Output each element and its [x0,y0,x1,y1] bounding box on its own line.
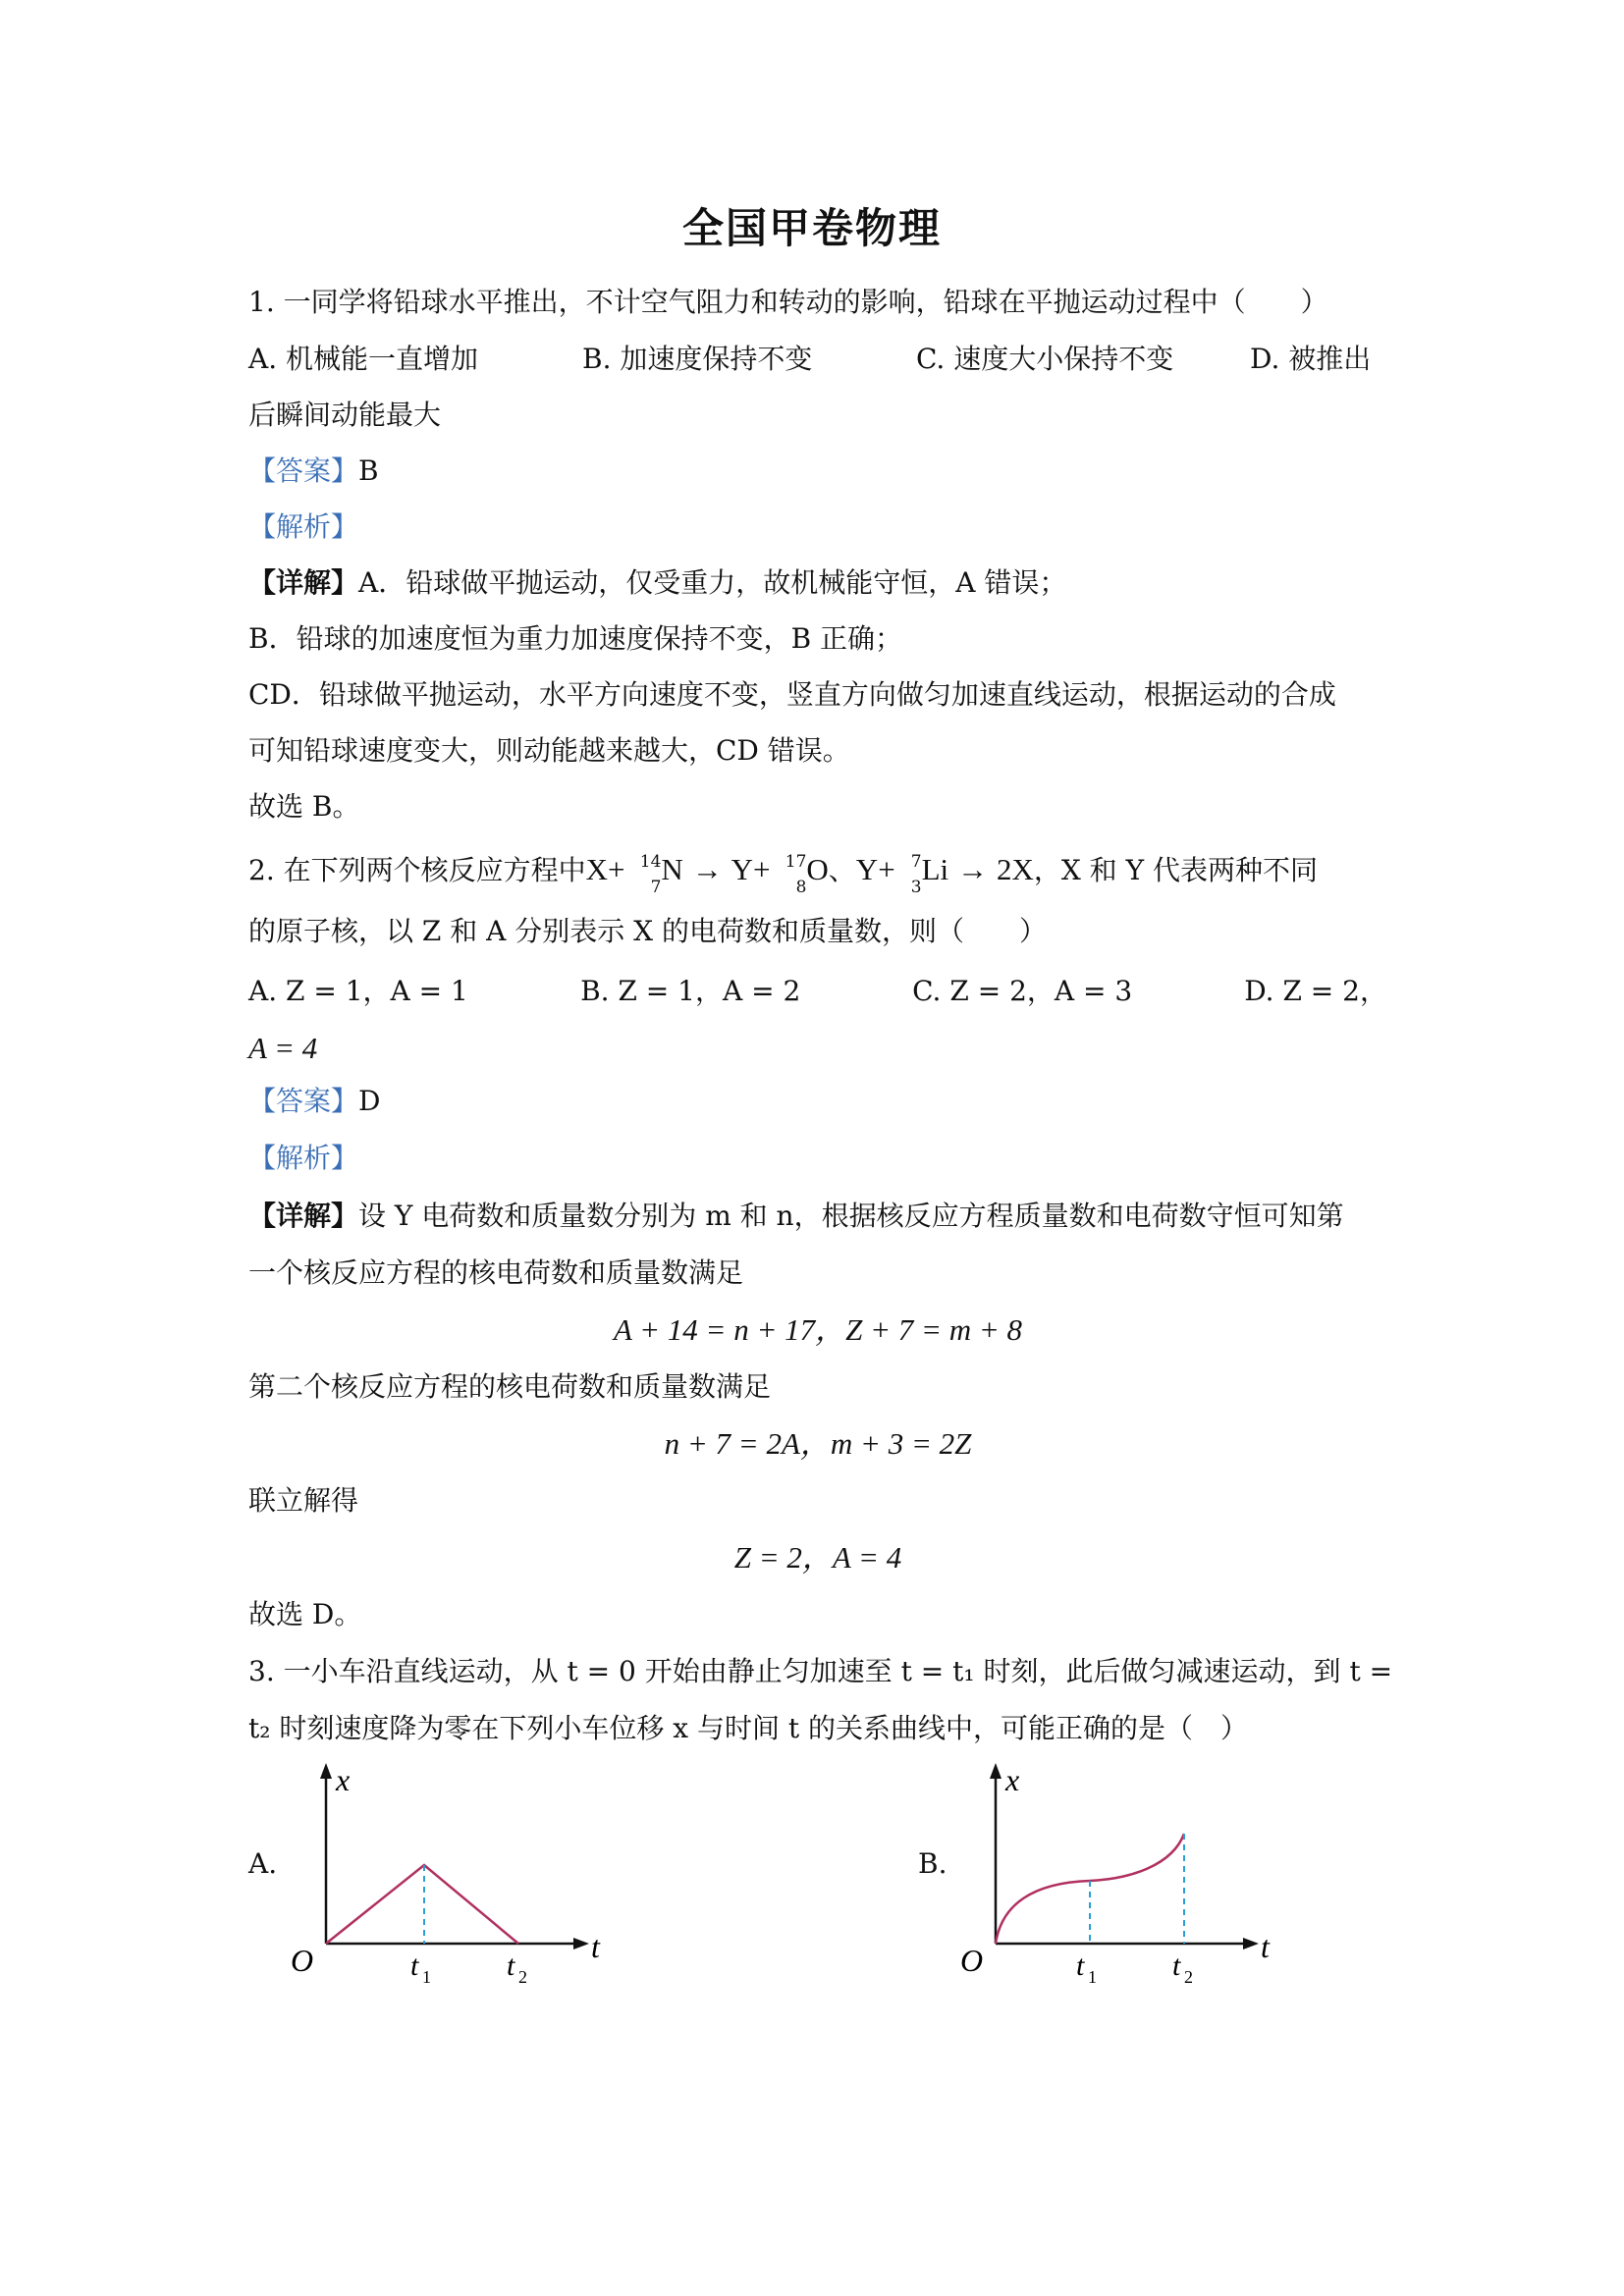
q1-detail-1 [248,563,1387,603]
q2-option-a: A. Z = 1，A = 1 [248,975,468,1007]
q2-analysis [248,1139,1387,1178]
answer-value: B [358,454,379,487]
arrow-2: → [957,852,989,886]
t1-subscript: 1 [422,1967,431,1987]
q1-detail-4: 可知铅球速度变大，则动能越来越大，CD 错误。 [248,734,850,767]
detail-tag: 【详解】 [248,1200,359,1232]
q2-stem-post: ，X 和 Y 代表两种不同 [1033,854,1318,886]
q2-option-d: D. Z = 2， [1244,975,1387,1007]
eq-2x: 2X [996,852,1034,886]
q1-option-c: C. 速度大小保持不变 [916,343,1174,375]
page-title: 全国甲卷物理 [681,204,942,252]
q2-stem-line2: 的原子核，以 Z 和 A 分别表示 X 的电荷数和质量数，则（ ） [248,915,1048,947]
q2-detail-2: 一个核反应方程的核电荷数和质量数满足 [248,1256,744,1289]
graph-a-label: A. [248,1847,278,1880]
n-isotope-index [633,851,662,897]
analysis-tag: 【解析】 [248,1142,359,1174]
li-mass: 7 [910,851,922,872]
equation-text: A + 14 = n + 17，Z + 7 = m + 8 [613,1312,1023,1347]
n-symbol: N [661,852,683,886]
y-axis-label: x [1005,1762,1020,1797]
q1-option-d-cont: 后瞬间动能最大 [248,399,442,431]
origin-label: O [960,1943,984,1978]
t1-label: t [410,1949,419,1982]
q2-option-c: C. Z = 2，A = 3 [912,975,1133,1007]
q1-analysis [248,507,1387,547]
eq-x: X [585,852,609,886]
q3-stem-line1: 3. 一小车沿直线运动，从 t = 0 开始由静止匀加速至 t = t₁ 时刻，此后做匀减速运动，到 t = [248,1655,1393,1687]
q1-options [248,340,1387,379]
t1-subscript: 1 [1088,1967,1097,1987]
q2-option-d-cont [248,1029,1387,1069]
graph-b-label: B. [918,1847,947,1880]
detail-tag: 【详解】 [248,566,359,599]
q1-detail-3: CD．铅球做平抛运动，水平方向速度不变，竖直方向做匀加速直线运动，根据运动的合成 [248,678,1336,711]
q2-equation-2 [248,1424,1387,1465]
li-isotope-index [904,851,922,897]
answer-tag: 【答案】 [248,454,359,487]
eq-plus-3: + [878,852,895,886]
x-t-curve [326,1865,518,1944]
q1-conclusion: 故选 B。 [248,790,360,823]
o-mass: 17 [785,851,807,872]
eq-y-2: Y [855,852,879,886]
graph-a[interactable] [285,1757,619,1993]
eq-y: Y [731,852,753,886]
x-axis-label: t [591,1929,600,1964]
answer-value: D [358,1085,381,1117]
x-axis-arrow-icon [573,1938,589,1949]
q1-stem: 1. 一同学将铅球水平推出，不计空气阻力和转动的影响，铅球在平抛运动过程中（ ） [248,286,1328,318]
q2-detail-1 [248,1197,1387,1236]
y-axis-arrow-icon [320,1763,332,1779]
q3-stem-line2: t₂ 时刻速度降为零在下列小车位移 x 与时间 t 的关系曲线中，可能正确的是（ ） [248,1712,1249,1744]
t2-label: t [507,1949,515,1982]
q1-option-b: B. 加速度保持不变 [582,343,813,375]
o-symbol: O [806,852,829,886]
t2-label: t [1172,1949,1181,1982]
q2-option-b: B. Z = 1，A = 2 [580,975,801,1007]
q1-detail-2: B．铅球的加速度恒为重力加速度保持不变，B 正确； [248,622,903,655]
q2-equation-3 [248,1538,1387,1578]
eq-plus-2: + [753,852,771,886]
t2-subscript: 2 [518,1967,527,1987]
y-axis-arrow-icon [990,1763,1001,1779]
q2-detail-4: 联立解得 [248,1484,359,1517]
q1-answer [248,452,1387,491]
q2-answer [248,1082,1387,1121]
eq-plus: + [608,852,625,886]
n-mass: 14 [639,851,662,872]
q2-detail-3: 第二个核反应方程的核电荷数和质量数满足 [248,1370,772,1403]
q2-stem-pre: 2. 在下列两个核反应方程中 [248,854,586,886]
q1-option-a: A. 机械能一直增加 [248,343,479,375]
separator: 、 [828,854,856,886]
q2-stem-line1 [248,850,1387,897]
t2-subscript: 2 [1184,1967,1193,1987]
x-axis-arrow-icon [1243,1938,1259,1949]
n-charge: 7 [650,877,662,897]
origin-label: O [291,1943,314,1978]
q2-conclusion: 故选 D。 [248,1598,362,1630]
x-axis-label: t [1261,1929,1270,1964]
q2-option-d-value: A = 4 [248,1031,318,1065]
analysis-tag: 【解析】 [248,510,359,543]
equation-text: Z = 2，A = 4 [733,1540,902,1575]
detail-text: A．铅球做平抛运动，仅受重力，故机械能守恒，A 错误； [358,566,1067,599]
graph-b[interactable] [954,1757,1288,1993]
t1-label: t [1076,1949,1085,1982]
q2-equation-1 [248,1310,1387,1351]
q1-option-d: D. 被推出 [1250,343,1372,375]
q2-options [248,972,1387,1011]
o-charge: 8 [795,877,807,897]
arrow-1: → [691,852,723,886]
answer-tag: 【答案】 [248,1085,359,1117]
li-charge: 3 [910,877,922,897]
y-axis-label: x [336,1762,351,1797]
li-symbol: Li [921,852,949,886]
detail-text: 设 Y 电荷数和质量数分别为 m 和 n，根据核反应方程质量数和电荷数守恒可知第 [358,1200,1344,1232]
o-isotope-index [779,851,807,897]
equation-text: n + 7 = 2A，m + 3 = 2Z [664,1426,972,1461]
